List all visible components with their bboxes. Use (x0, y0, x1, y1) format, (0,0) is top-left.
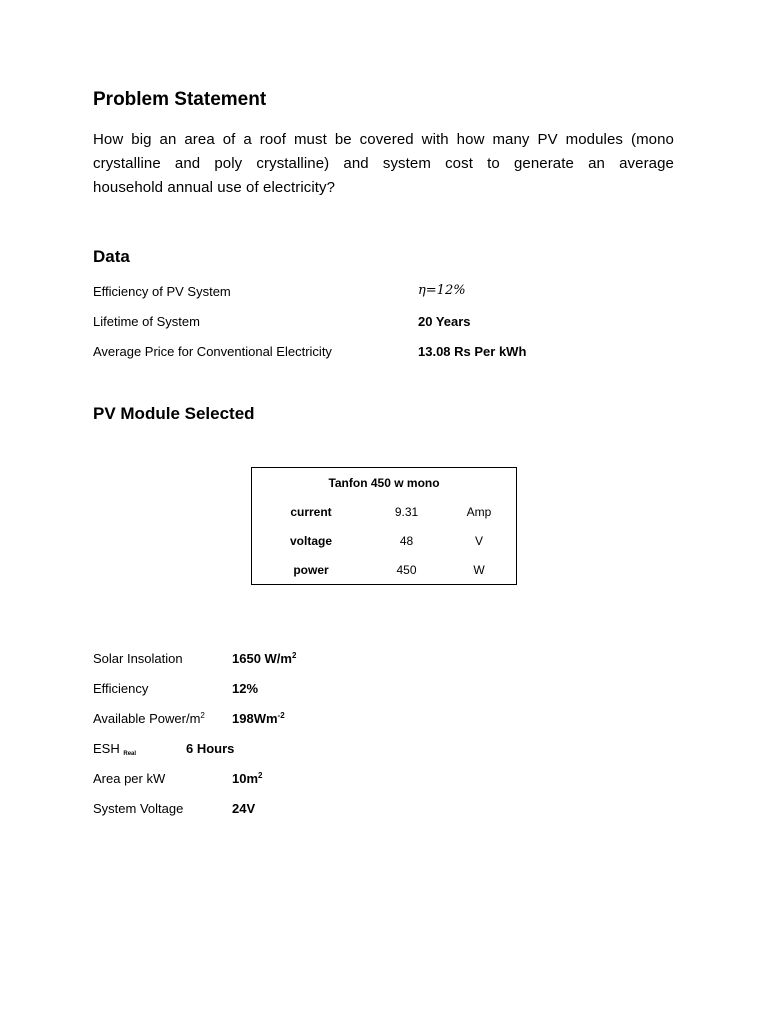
area-per-kw-value: $10m^2$ (232, 771, 263, 786)
electricity-price-label: Average Price for Conventional Electricity (93, 344, 332, 359)
table-row-voltage-value: 48 (399, 534, 414, 548)
table-row-current-value: 9.31 (394, 505, 419, 519)
table-row-voltage-unit: V (474, 534, 483, 548)
efficiency-label: Efficiency of PV System (93, 284, 231, 299)
solar-insolation-label: Solar Insolation (93, 651, 183, 666)
efficiency-param-value: 12% (232, 681, 259, 696)
efficiency-param-label: Efficiency (93, 681, 149, 696)
solar-insolation-value: 1650 $W/m^2$ (232, 651, 297, 666)
esh-value: 6 Hours (186, 741, 235, 756)
table-row-voltage-param: voltage (289, 534, 332, 548)
table-row-current-unit: Amp (466, 505, 492, 519)
esh-label: ESH Real (93, 741, 137, 757)
lifetime-label: Lifetime of System (93, 314, 200, 329)
problem-line-1: How big an area of a roof must be covered with how many PV modules (mono (93, 131, 674, 148)
efficiency-value: η=12% (418, 283, 466, 298)
lifetime-value: 20 Years (418, 314, 471, 329)
pv-module-heading: PV Module Selected (93, 404, 255, 423)
table-row-power-param: power (293, 563, 329, 577)
system-voltage-value: 24V (232, 801, 256, 816)
table-title: Tanfon 450 w mono (328, 476, 440, 490)
area-per-kw-label: Area per kW (93, 771, 166, 786)
table-row-power-value: 450 (396, 563, 417, 577)
electricity-price-value: 13.08 Rs Per kWh (418, 344, 527, 359)
available-power-label: Available Power/$m^2$ (93, 711, 205, 726)
problem-line-2: crystalline and poly crystalline) and system cost to generate an average (93, 155, 674, 172)
data-heading: Data (93, 247, 130, 266)
table-row-current-param: current (290, 505, 332, 519)
problem-statement-heading: Problem Statement (93, 89, 267, 110)
table-row-power-unit: W (473, 563, 485, 577)
system-voltage-label: System Voltage (93, 801, 184, 816)
available-power-value: $198Wm^{-2}$ (232, 711, 285, 726)
problem-line-3: household annual use of electricity? (93, 179, 336, 196)
problem-statement-text (93, 128, 674, 200)
pv-module-table (251, 467, 517, 585)
